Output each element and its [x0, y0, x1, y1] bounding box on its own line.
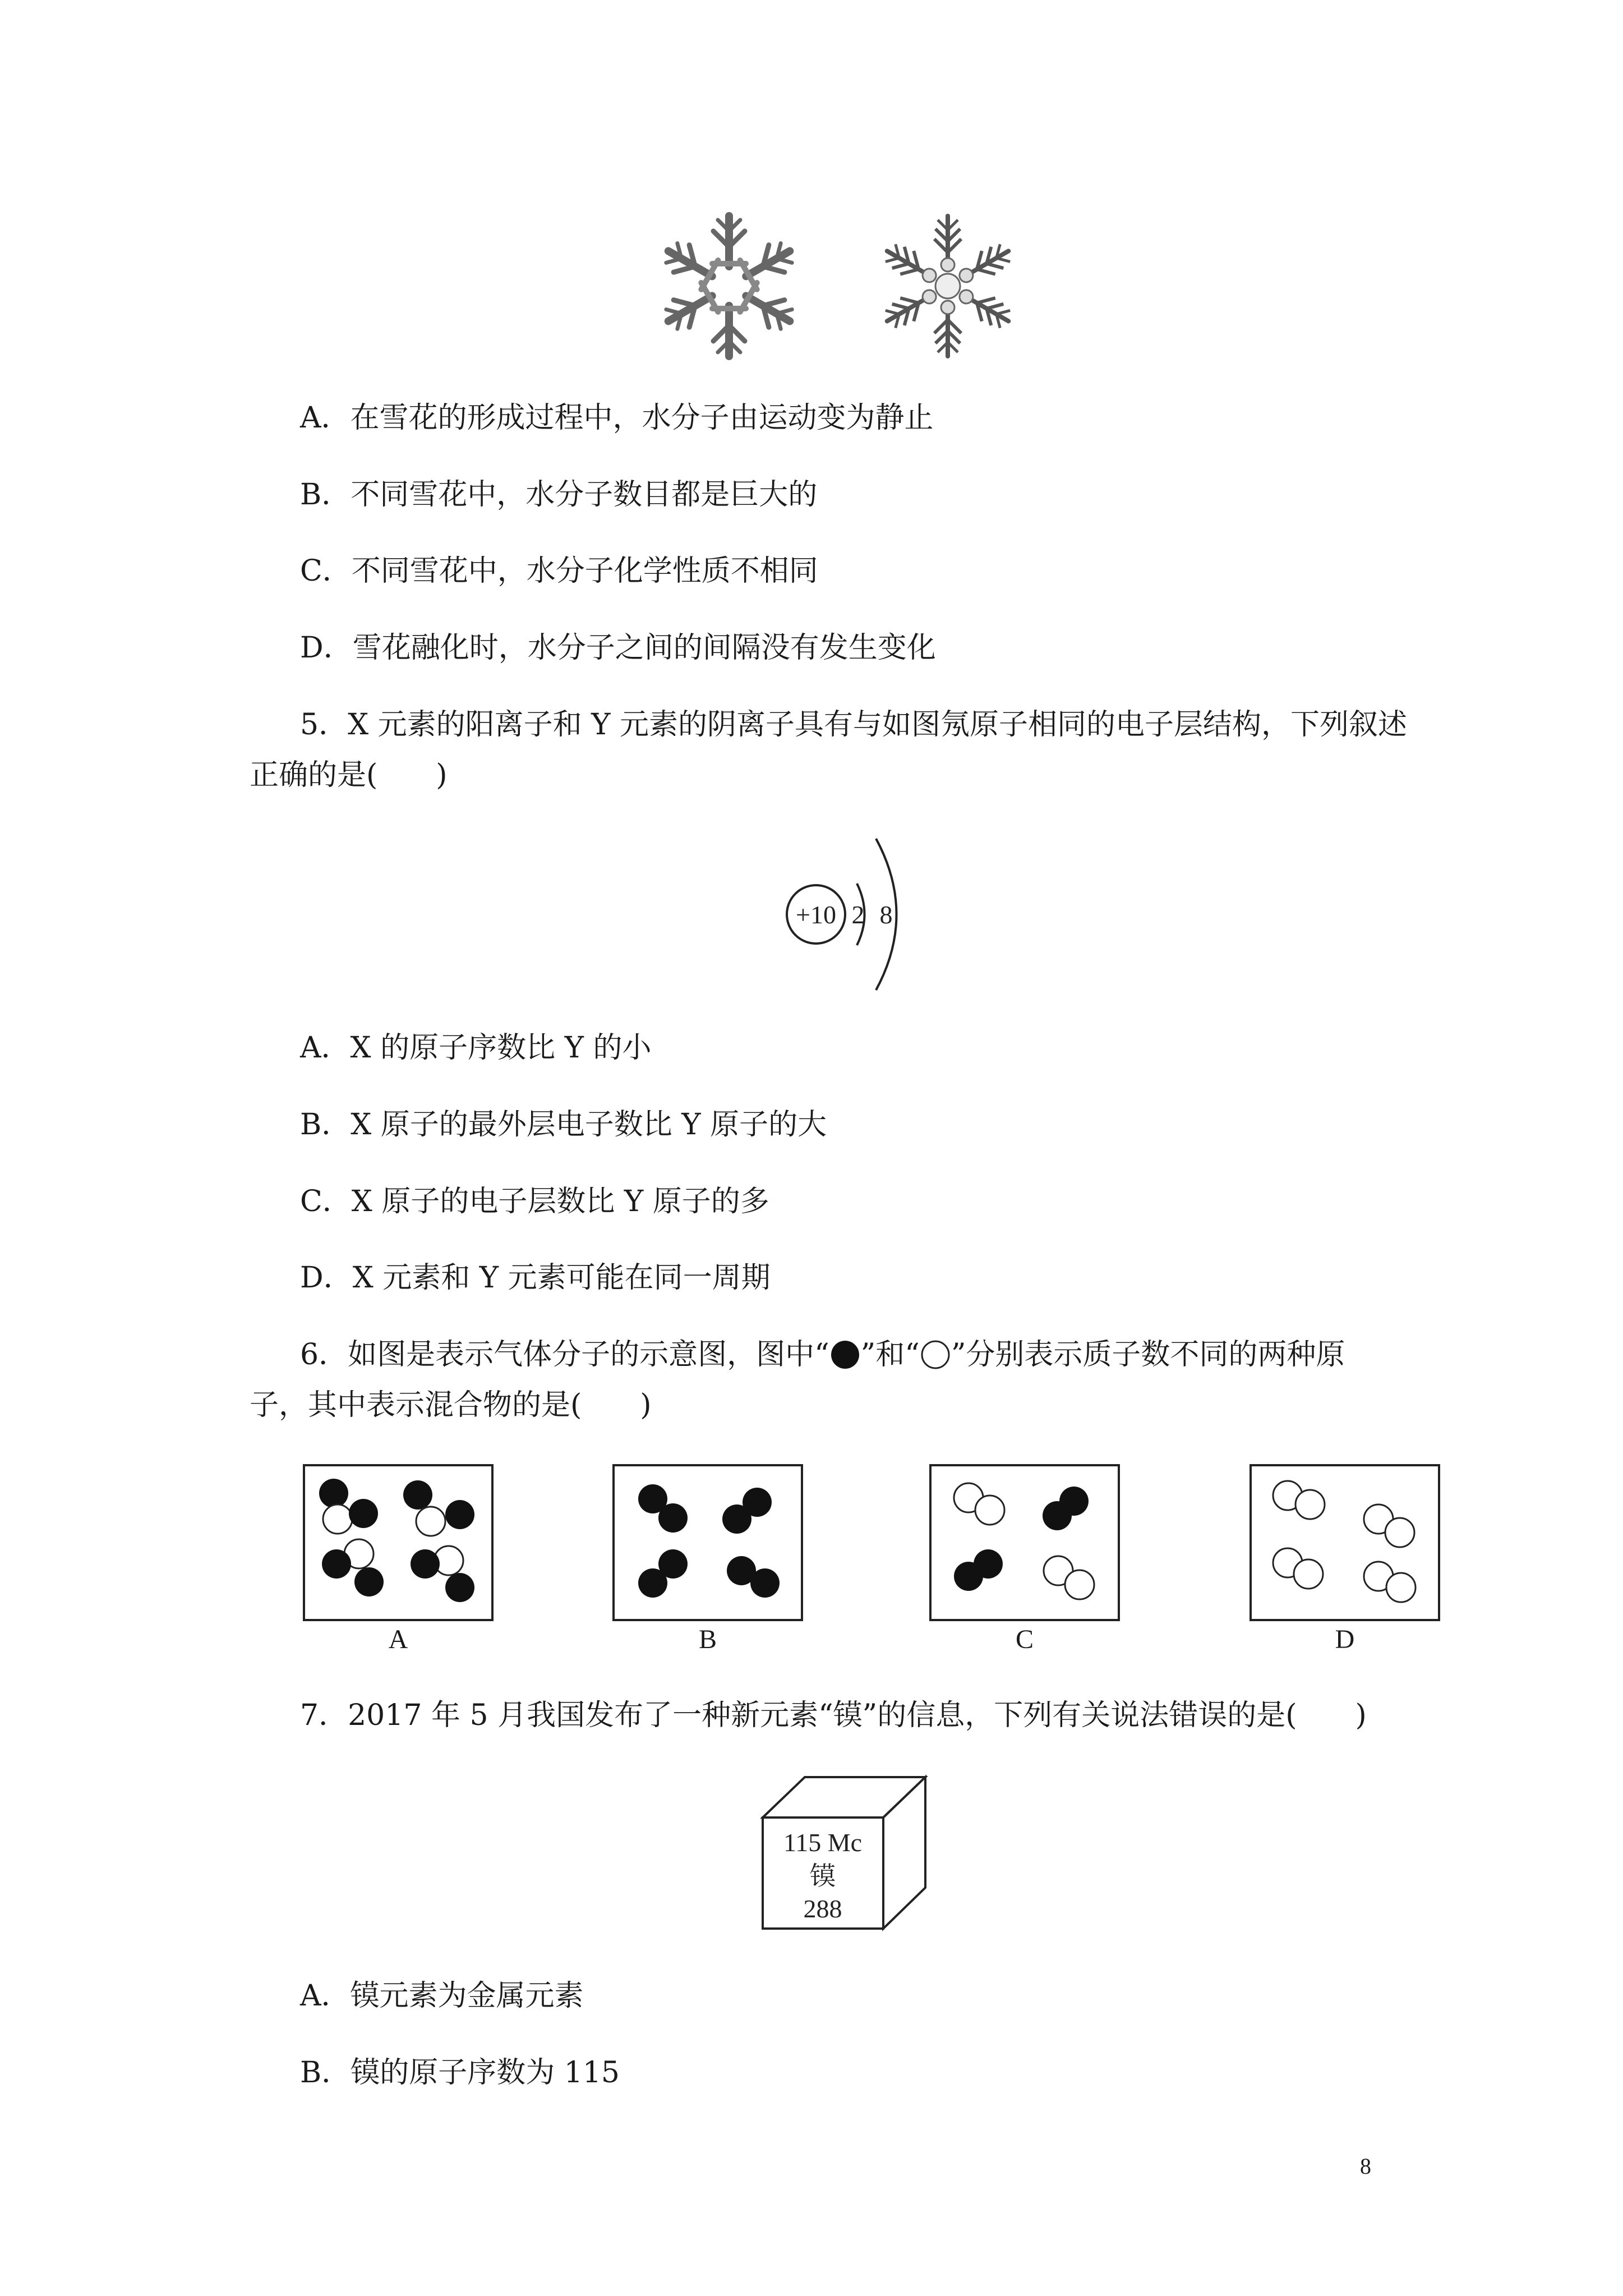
q5-option-a: A．X 的原子序数比 Y 的小: [300, 1031, 652, 1065]
snowflake-left: [660, 216, 799, 356]
q4-option-b: B．不同雪花中，水分子数目都是巨大的: [300, 478, 818, 512]
black-atom-icon: [829, 1339, 861, 1370]
q7-stem: 7．2017 年 5 月我国发布了一种新元素“镆”的信息，下列有关说法错误的是( ): [300, 1699, 1367, 1732]
q7-option-b: B．镆的原子序数为 115: [300, 2056, 620, 2090]
box-a-label: A: [388, 1625, 408, 1654]
molecule-box-a: [303, 1464, 494, 1621]
white-atom-icon: [920, 1339, 951, 1370]
snowflake-figure: [645, 202, 1038, 370]
element-cube-moscovium: [751, 1773, 937, 1935]
box-b-label: B: [698, 1625, 717, 1654]
neon-atom-diagram: [780, 830, 914, 999]
q4-option-c: C．不同雪花中，水分子化学性质不相同: [300, 554, 818, 588]
snowflake-right: [880, 216, 1016, 356]
molecule-box-c: [929, 1464, 1120, 1621]
q5-stem-line2: 正确的是( ): [250, 758, 448, 792]
q6-stem-part3: ”分别表示质子数不同的两种原: [951, 1338, 1345, 1372]
shell-2-electrons: 8: [879, 900, 893, 929]
q4-option-a: A．在雪花的形成过程中，水分子由运动变为静止: [300, 401, 934, 435]
molecule-box-b: [612, 1464, 803, 1621]
shell-1-electrons: 2: [851, 900, 865, 929]
q7-option-a: A．镆元素为金属元素: [300, 1979, 584, 2013]
nucleus-charge: +10: [796, 900, 836, 929]
q5-stem-line1: 5．X 元素的阳离子和 Y 元素的阴离子具有与如图氖原子相同的电子层结构，下列叙述: [300, 708, 1408, 742]
q6-stem-line1: [300, 1338, 1345, 1372]
box-c-label: C: [1015, 1625, 1034, 1654]
molecule-box-d: [1249, 1464, 1440, 1621]
q6-stem-part1: 6．如图是表示气体分子的示意图，图中“: [300, 1338, 829, 1372]
q5-option-d: D．X 元素和 Y 元素可能在同一周期: [300, 1261, 771, 1295]
box-d-label: D: [1335, 1625, 1355, 1654]
q5-option-b: B．X 原子的最外层电子数比 Y 原子的大: [300, 1108, 827, 1142]
q6-stem-line2: 子，其中表示混合物的是( ): [250, 1388, 652, 1422]
q6-stem-part2: ”和“: [860, 1338, 920, 1372]
element-number-symbol: 115 Mc: [783, 1828, 863, 1857]
q4-option-d: D．雪花融化时，水分子之间的间隔没有发生变化: [300, 631, 936, 665]
q5-option-c: C．X 原子的电子层数比 Y 原子的多: [300, 1185, 769, 1218]
element-mass: 288: [803, 1894, 842, 1923]
page-number: 8: [1360, 2154, 1371, 2179]
element-name: 镆: [810, 1861, 836, 1891]
